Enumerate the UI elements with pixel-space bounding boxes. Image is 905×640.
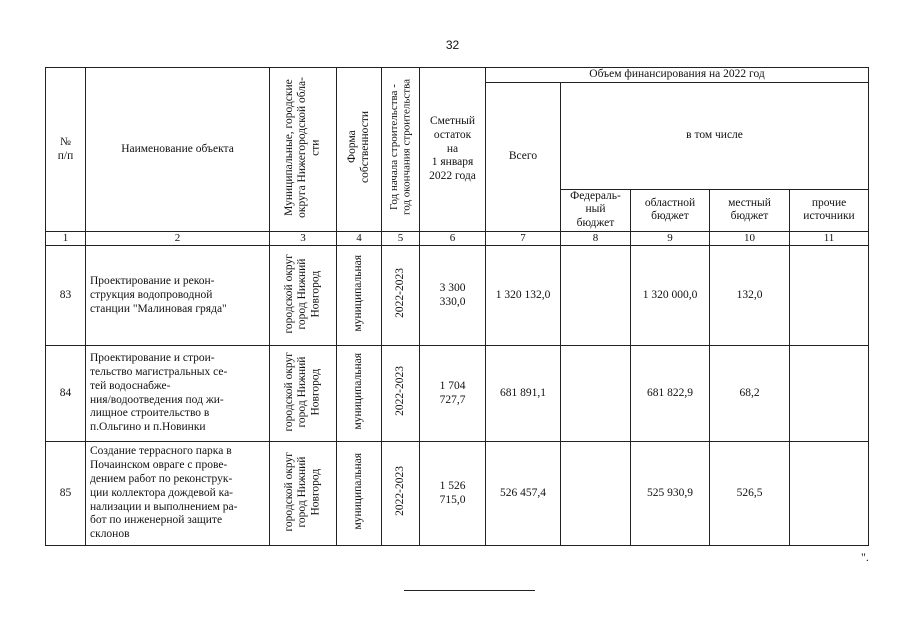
header-years-text: Год начала строительства - год окончания строительства (387, 79, 413, 216)
header-ownership (337, 68, 382, 232)
column-number: 8 (561, 232, 631, 246)
header-municipality-text: Муниципальные, городские округа Нижегородской обла- сти (283, 76, 322, 218)
row-name: Проектирование и строи- тельство магистральных се- тей водоснабже- ния/водоотведения под жи- лищное строительство в п.Ольгино и п.Новинки (86, 346, 270, 442)
header-local: местный бюджет (710, 189, 790, 231)
row-num: 84 (46, 346, 86, 442)
row-estimate: 3 300 330,0 (420, 246, 486, 346)
row-ownership (337, 442, 382, 546)
header-row-1 (46, 68, 869, 83)
column-number-row (46, 232, 869, 246)
row-name: Проектирование и рекон- струкция водопроводной станции "Малиновая гряда" (86, 246, 270, 346)
row-num: 83 (46, 246, 86, 346)
row-regional: 681 822,9 (631, 346, 710, 442)
row-federal (561, 246, 631, 346)
header-name: Наименование объекта (86, 68, 270, 232)
row-municipality (270, 442, 337, 546)
row-ownership (337, 246, 382, 346)
row-other (790, 246, 869, 346)
column-number: 11 (790, 232, 869, 246)
row-federal (561, 442, 631, 546)
row-municipality (270, 246, 337, 346)
column-number: 2 (86, 232, 270, 246)
row-years (382, 346, 420, 442)
row-total: 1 320 132,0 (486, 246, 561, 346)
row-ownership-text: муниципальная (352, 255, 365, 332)
header-including: в том числе (561, 82, 869, 189)
header-regional: областной бюджет (631, 189, 710, 231)
row-municipality-text: городской округ город Нижний Новгород (283, 351, 322, 432)
row-ownership (337, 346, 382, 442)
closing-quote-mark: ". (861, 550, 869, 564)
column-number: 6 (420, 232, 486, 246)
header-estimate: Сметный остаток на 1 января 2022 года (420, 68, 486, 232)
header-municipality (270, 68, 337, 232)
row-estimate: 1 526 715,0 (420, 442, 486, 546)
row-ownership-text: муниципальная (352, 353, 365, 430)
header-years (382, 68, 420, 232)
row-regional: 1 320 000,0 (631, 246, 710, 346)
row-municipality-text: городской округ город Нижний Новгород (283, 253, 322, 334)
header-financing-title: Объем финансирования на 2022 год (486, 68, 869, 83)
row-total: 681 891,1 (486, 346, 561, 442)
column-number: 7 (486, 232, 561, 246)
row-local: 68,2 (710, 346, 790, 442)
column-number: 5 (382, 232, 420, 246)
row-years (382, 442, 420, 546)
row-years-text: 2022-2023 (393, 366, 406, 417)
row-federal (561, 346, 631, 442)
column-number: 9 (631, 232, 710, 246)
row-total: 526 457,4 (486, 442, 561, 546)
row-estimate: 1 704 727,7 (420, 346, 486, 442)
financing-table (45, 67, 869, 546)
table-row (46, 246, 869, 346)
row-municipality-text: городской округ город Нижний Новгород (283, 451, 322, 532)
column-number: 3 (270, 232, 337, 246)
row-years-text: 2022-2023 (393, 466, 406, 517)
row-ownership-text: муниципальная (352, 453, 365, 530)
header-num: № п/п (46, 68, 86, 232)
header-federal: Федераль- ный бюджет (561, 189, 631, 231)
header-other: прочие источники (790, 189, 869, 231)
table-row (46, 442, 869, 546)
row-other (790, 346, 869, 442)
footer-divider (404, 590, 535, 591)
header-total: Всего (486, 82, 561, 231)
row-local: 132,0 (710, 246, 790, 346)
column-number: 4 (337, 232, 382, 246)
column-number: 1 (46, 232, 86, 246)
table-row (46, 346, 869, 442)
row-other (790, 442, 869, 546)
header-ownership-text: Форма собственности (345, 111, 371, 184)
row-years (382, 246, 420, 346)
row-years-text: 2022-2023 (393, 268, 406, 319)
column-number: 10 (710, 232, 790, 246)
row-municipality (270, 346, 337, 442)
row-num: 85 (46, 442, 86, 546)
row-local: 526,5 (710, 442, 790, 546)
row-name: Создание террасного парка в Почаинском овраге с прове- дением работ по реконструк- ции коллектора дождевой ка- нализации и выполнением ра- бот по инженерной защите склонов (86, 442, 270, 546)
page-number: 32 (445, 38, 460, 52)
row-regional: 525 930,9 (631, 442, 710, 546)
